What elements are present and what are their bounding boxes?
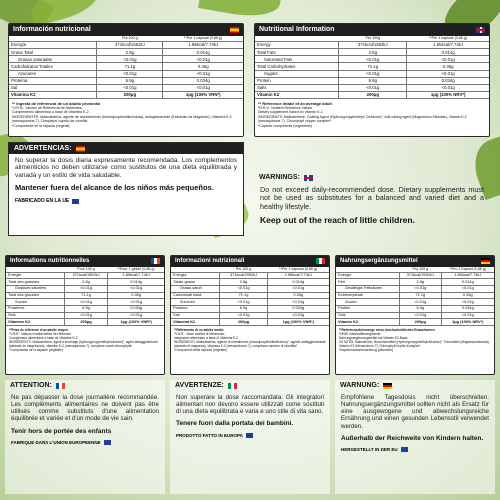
nutrition-panel-en xyxy=(254,23,490,137)
nutrient-name: Vitamina K2 xyxy=(171,319,220,326)
nutrient-value: <0.01g xyxy=(407,70,489,77)
column-header: **Por 1 cápsula (0,86 g) xyxy=(163,36,243,42)
nutrient-value: 6.9g xyxy=(97,77,163,84)
nutrient-value: <0.01g xyxy=(220,286,267,293)
nutrient-name: Grasas saturadas xyxy=(9,56,97,63)
panel-notes xyxy=(336,326,494,354)
warning-emphasis: Tenere fuori dalla portata dei bambini. xyxy=(176,420,294,428)
nutrient-value: 200μg xyxy=(64,319,108,326)
nutrient-value: 0.35g xyxy=(441,292,494,299)
panel-title-text: Nutritional Information xyxy=(259,25,335,33)
nutrition-panel-es xyxy=(8,23,244,137)
nutrient-value: <0.01g xyxy=(163,56,243,63)
nutrient-value: 2.8g xyxy=(220,279,267,286)
nutrient-name: Sali xyxy=(171,312,220,319)
nutrient-name: Energía xyxy=(9,42,97,49)
nutrient-name: Total des glucides xyxy=(6,292,64,299)
warning-title-text: AVVERTENZE: xyxy=(175,382,224,389)
nutrient-value: <0.01g xyxy=(441,312,494,319)
nutrient-value: 71.1g xyxy=(339,63,407,70)
note-line: *V.R.N.: Valores de Referencia de Nutrientes. xyxy=(12,105,83,110)
nutrition-table xyxy=(336,267,494,327)
note-line: *Kapselzusammensetzung (pflanzlich) xyxy=(339,348,394,353)
nutrient-value: <0.01g xyxy=(108,286,164,293)
origin-text: FABRIQUE DANS L'UNION EUROPEENNE xyxy=(11,439,101,445)
nutrient-value: 71.1g xyxy=(64,292,108,299)
warning-text: Non superare la dose raccomandata. Gli integratori alimentari non devono essere utilizzati come sostituti di una dieta equilibrata e varia e uno stile di vita sano. xyxy=(176,394,324,416)
italy-flag-icon xyxy=(228,383,237,389)
nutrient-value: <0.01g xyxy=(407,56,489,63)
nutrient-name: Totale grassi xyxy=(171,279,220,286)
nutrient-name: Grassi saturi xyxy=(171,286,220,293)
note-line: INGREDIENTES: Maltodextrina, agente de recubrimiento (hidroxipropilmetilcelulosa), antiaglomerante (Estearato de Magnesio), Vitamina K-2 (menaquinona-7), Complejos cúprico de clorofila xyxy=(12,114,232,124)
nutrient-value: <0.01g xyxy=(64,312,108,319)
warning-box-it xyxy=(170,380,330,494)
nutrient-name: Kohlenhydrate xyxy=(336,292,399,299)
column-header: Pro 100 g xyxy=(399,267,441,273)
nutrient-value: 371kcal/1552kJ xyxy=(339,42,407,49)
note-line: INGRÉDIENTS: Maltodextrine, agent d'enrobage (hydroxypropylméthylcellulose)*, agent antiagglomérant (stéarate de magnésium), vitamine K-2 (ménaquinone-7), complexe cuivre-chlorophylle xyxy=(9,339,158,349)
column-header: Por 100 g xyxy=(97,36,163,42)
nutrition-table xyxy=(171,267,329,327)
warning-title-text: WARNINGS: xyxy=(259,174,300,181)
nutrient-value: <0.01g xyxy=(97,56,163,63)
nutrient-value: 71.1g xyxy=(220,292,267,299)
warning-emphasis: Außerhalb der Reichweite von Kindern halten. xyxy=(341,434,484,442)
nutrient-value: 1μg (100% VNR*) xyxy=(267,319,329,326)
leaf-decoration xyxy=(198,0,282,22)
nutrient-value: 200μg xyxy=(339,92,407,99)
warning-box-de xyxy=(335,380,495,494)
note-line: Nahrungsergänzungsmittel auf Vitamin K2-Basis xyxy=(339,335,408,340)
nutrient-value: <0.01g xyxy=(267,299,329,306)
france-flag-icon xyxy=(56,383,65,389)
nutrient-value: <0.01g xyxy=(163,70,243,77)
nutrient-value: 1.85kcal/7.74kJ xyxy=(267,272,329,279)
note-line: Dietary supplement based on Vitamin K-2. xyxy=(258,110,324,115)
note-line: *Composants de la capsule (végétale) xyxy=(9,348,63,353)
nutrient-value: 1μg (100% VNR*) xyxy=(108,319,164,326)
nutrient-value: 200μg xyxy=(97,92,163,99)
column-header: **Pro 1 Kapsel (0,86 g) xyxy=(441,267,494,273)
nutrition-table xyxy=(255,36,489,99)
nutrient-value: <0.01g xyxy=(267,286,329,293)
column-header: Per 100g xyxy=(339,36,407,42)
nutrient-value: <0.01g xyxy=(64,299,108,306)
note-line: *V.N.R.: Valeurs nutritionnelles de référence. xyxy=(9,331,72,336)
note-line: Complément alimentaire à base de Vitamine K-2. xyxy=(9,335,79,340)
warning-title xyxy=(254,172,490,183)
note-line: INGREDIENTI: Maltodestrina, agente di rivestimento (idrossipropilmetilcellulosa)*, agente antiagglomerante (stearato di magnesio), Vitamina K-2 (menachinone-7), complesso rameico di clorofilla* xyxy=(174,339,326,349)
panel-notes xyxy=(9,99,243,130)
note-line: *Capsule components (vegetarian) xyxy=(258,124,312,129)
nutrient-value: 371kcal/1552kJ xyxy=(399,272,441,279)
panel-title xyxy=(336,256,494,267)
nutrient-value: 200μg xyxy=(220,319,267,326)
warning-emphasis: Tenir hors de portée des enfants xyxy=(11,427,112,435)
nutrient-name: Proteine xyxy=(171,306,220,313)
warning-title xyxy=(335,380,495,391)
nutrient-value: 2.8g xyxy=(399,279,441,286)
warning-box-fr xyxy=(5,380,165,494)
nutrient-name: Vitamine K2 xyxy=(6,319,64,326)
nutrient-value: 0.35g xyxy=(267,292,329,299)
nutrient-name: Graisses saturées xyxy=(6,286,64,293)
nutrient-name: Saturated Fats xyxy=(255,56,339,63)
note-line: *NRW: Nährstoffbezugswerte. xyxy=(339,331,382,336)
nutrient-name: Proteína xyxy=(9,77,97,84)
nutrient-name: Zuccheri xyxy=(171,299,220,306)
column-header: Pour 100 g xyxy=(64,267,108,273)
warning-title-text: WARNUNG: xyxy=(340,382,380,389)
panel-title xyxy=(9,24,243,36)
nutrient-value: 0.014g xyxy=(108,279,164,286)
nutrient-name: Energia xyxy=(171,272,220,279)
eu-flag-icon xyxy=(72,199,79,204)
spain-flag-icon xyxy=(230,27,239,33)
nutrient-value: <0.01g xyxy=(339,56,407,63)
nutrient-name: Grasa Total xyxy=(9,49,97,56)
panel-title xyxy=(6,256,164,267)
nutrient-value: 0.014g xyxy=(163,49,243,56)
nutrient-value: <0.01g xyxy=(407,84,489,91)
nutrient-value: <0.01g xyxy=(64,286,108,293)
nutrient-name: Total Carbohydrates xyxy=(255,63,339,70)
nutrient-value: 0.034g xyxy=(108,306,164,313)
nutrient-value: 0.014g xyxy=(267,279,329,286)
nutrient-value: <0.01g xyxy=(399,299,441,306)
nutrient-value: 0.35g xyxy=(108,292,164,299)
nutrient-value: <0.01g xyxy=(399,286,441,293)
nutrient-value: 371kcal/1552kJ xyxy=(220,272,267,279)
nutrient-value: 0.034g xyxy=(407,77,489,84)
nutrient-name: Energy xyxy=(255,42,339,49)
spain-flag-icon xyxy=(76,146,85,152)
nutrient-value: 0.35g xyxy=(407,63,489,70)
warning-title-text: ADVERTENCIAS: xyxy=(14,145,72,152)
nutrient-value: <0.01g xyxy=(220,299,267,306)
france-flag-icon xyxy=(151,258,160,264)
nutrient-value: <0.01g xyxy=(220,312,267,319)
origin-text: FABRICADO EN LA UE xyxy=(15,198,70,205)
warning-title xyxy=(170,380,330,391)
panel-title-text: Informations nutritionnelles xyxy=(10,257,90,264)
nutrition-panel-de xyxy=(335,255,495,375)
germany-flag-icon xyxy=(383,383,392,389)
nutrient-value: 0.014g xyxy=(407,49,489,56)
nutrient-name: Protein xyxy=(255,77,339,84)
nutrient-value: 6.9g xyxy=(339,77,407,84)
warning-title-text: ATTENTION: xyxy=(10,382,52,389)
footnote: ** Reference intake of an average adult xyxy=(258,100,332,106)
nutrient-value: 1μg (100% VRN*) xyxy=(163,92,243,99)
nutrient-value: <0.01g xyxy=(267,312,329,319)
panel-title-text: Informazioni nutrizionali xyxy=(175,257,245,264)
nutrient-name: Total des graisses xyxy=(6,279,64,286)
nutrient-value: 0.35g xyxy=(163,63,243,70)
nutrition-panel-it xyxy=(170,255,330,375)
nutrient-name: Zucker xyxy=(336,299,399,306)
nutrient-name: Energie xyxy=(336,272,399,279)
nutrient-name: Vitamin K2 xyxy=(336,319,399,326)
nutrition-panel-fr xyxy=(5,255,165,375)
nutrient-value: <0.01g xyxy=(441,299,494,306)
note-line: ZUTATEN: Maltodextrin, Beschichtmittel (Hydroxypropylmethylcellulose)*, Trennmittel (Magnesiumstearat), Vitamin K2 (Menachinon-7), Chlorophyll-Kupfer-Komplex* xyxy=(339,339,490,349)
note-line: Integratore alimentare a base di Vitamina K-2. xyxy=(174,335,239,340)
nutrient-name: Salts xyxy=(255,84,339,91)
nutrient-value: 6.9g xyxy=(220,306,267,313)
nutrient-name: Azucares xyxy=(9,70,97,77)
uk-flag-icon xyxy=(476,27,485,33)
origin-line xyxy=(5,437,165,448)
nutrient-name: Protein xyxy=(336,306,399,313)
uk-flag-icon xyxy=(304,175,313,181)
note-line: INGREDIENTS: Maltodextrine, Coating Agent (Hydroxypropylmethyl/ Cellulose)*, Anti-caking agent (Magnesium Stearate), Vitamin K-2 (menaquinone-7), Chlorophyll copper complex* xyxy=(258,114,467,124)
nutrient-value: <0.01g xyxy=(163,84,243,91)
nutrient-value: 71.1g xyxy=(399,292,441,299)
nutrient-value: 0.014g xyxy=(441,279,494,286)
nutrient-value: 1μg (100% NRV*) xyxy=(407,92,489,99)
warning-emphasis: Mantener fuera del alcance de los niños más pequeños. xyxy=(15,183,214,193)
origin-line xyxy=(170,430,330,441)
note-line: *Componenti della capsula (vegetale) xyxy=(174,348,227,353)
panel-notes xyxy=(255,99,489,130)
nutrient-value: <0.01g xyxy=(441,286,494,293)
column-header: **Per 1 capsula (0,86 g) xyxy=(267,267,329,273)
germany-flag-icon xyxy=(481,258,490,264)
eu-flag-icon xyxy=(401,447,408,452)
warning-box-es xyxy=(8,142,244,236)
warning-text: No superar la dosis diaria expresamente recomendada. Los complementos alimenticios no deben utilizarse como sustitutos de una dieta equilibrada y variada y un estilo de vida saludable. xyxy=(15,157,237,179)
nutrient-value: 1.85kcal/7.74kJ xyxy=(407,42,489,49)
nutrient-value: 1.85kcal/7.74kJ xyxy=(441,272,494,279)
nutrient-value: <0.01g xyxy=(97,70,163,77)
nutrient-value: <0.01g xyxy=(97,84,163,91)
panel-title-text: Información nutricional xyxy=(13,25,91,33)
nutrition-table xyxy=(9,36,243,99)
nutrient-value: <0.01g xyxy=(339,84,407,91)
warning-text: Do not exceed daily-recommended dose. Dietary supplements must not be used as substitutes for a balanced and varied diet and a healthy lifestyle. xyxy=(260,185,484,211)
panel-title xyxy=(255,24,489,36)
footnote: **Prise de référence d'un adulte moyen xyxy=(9,327,69,332)
nutrient-value: 0.034g xyxy=(163,77,243,84)
panel-notes xyxy=(171,326,329,354)
nutrient-name: Vitamin K2 xyxy=(255,92,339,99)
origin-text: PRODOTTO FATTO IN EUROPA xyxy=(176,432,243,438)
nutrient-value: 6.9g xyxy=(64,306,108,313)
nutrient-value: 371kcal/1552kJ xyxy=(97,42,163,49)
nutrient-name: Salz xyxy=(336,312,399,319)
note-line: *Componente de la cápsula (vegetal) xyxy=(12,124,70,129)
warning-box-en xyxy=(254,172,490,252)
panel-notes xyxy=(6,326,164,354)
nutrient-value: 0.034g xyxy=(441,306,494,313)
nutrient-value: <0.01g xyxy=(108,312,164,319)
nutrient-value: 2.8g xyxy=(97,49,163,56)
note-line: Complemento alimenticio a base de Vitamina K-2. xyxy=(12,110,90,115)
warning-title xyxy=(9,143,243,154)
nutrient-value: 71.1g xyxy=(97,63,163,70)
nutrient-value: <0.01g xyxy=(108,299,164,306)
nutrient-value: 6.9g xyxy=(399,306,441,313)
nutrient-value: <0.01g xyxy=(399,312,441,319)
warning-emphasis: Keep out of the reach of little children. xyxy=(260,214,415,225)
origin-line xyxy=(9,195,243,207)
nutrient-value: 371kcal/1552kJ xyxy=(64,272,108,279)
footnote: **Referenzzufuhrmenge eines durchschnittlichen Erwachsenen xyxy=(339,327,435,332)
column-header: **Pour 1 gélule (0,86 g) xyxy=(108,267,164,273)
footnote: **Riferimento di un adulto medio xyxy=(174,327,224,332)
column-header: Per 100 g xyxy=(220,267,267,273)
nutrient-name: Sucres xyxy=(6,299,64,306)
nutrient-name: Carbohidratos Totales xyxy=(9,63,97,70)
note-line: *V.N.R.: Valori nutritivi di riferimento. xyxy=(174,331,226,336)
note-line: *N.R.V.: Nutrient Reference Values xyxy=(258,105,313,110)
panel-title xyxy=(171,256,329,267)
nutrient-name: Fett xyxy=(336,279,399,286)
nutrient-name: Énergie xyxy=(6,272,64,279)
nutrient-name: Total Fats xyxy=(255,49,339,56)
nutrient-name: Sal xyxy=(9,84,97,91)
nutrient-name: Vitamina K2 xyxy=(9,92,97,99)
warning-title xyxy=(5,380,165,391)
italy-flag-icon xyxy=(316,258,325,264)
footnote: ** Ingesta de referencia de un adulto promedio xyxy=(12,100,101,106)
nutrient-value: 0.034g xyxy=(267,306,329,313)
eu-flag-icon xyxy=(104,440,111,445)
nutrient-name: Sugars xyxy=(255,70,339,77)
nutrient-value: 2.8g xyxy=(64,279,108,286)
origin-line xyxy=(335,444,495,455)
nutrient-value: 1.85kcal/7.74kJ xyxy=(108,272,164,279)
origin-text: HERGESTELLT IN DER EU xyxy=(341,447,398,453)
nutrient-value: 200μg xyxy=(399,319,441,326)
nutrient-name: Protéines xyxy=(6,306,64,313)
nutrient-value: <0.01g xyxy=(339,70,407,77)
nutrition-table xyxy=(6,267,164,327)
nutrient-value: 2.8g xyxy=(339,49,407,56)
nutrient-name: Sels xyxy=(6,312,64,319)
nutrient-value: 1.85kcal/7.74kJ xyxy=(163,42,243,49)
warning-text: Ne pas dépasser la dose journalière recommandée. Les compléments alimentaires ne doivent pas être utilisés comme substituts d'une alimentation équilibrée et variée et d'un mode de vie sain. xyxy=(11,394,159,423)
panel-title-text: Nahrungsergänzungsmittel xyxy=(340,257,418,264)
column-header: **Per 1 capsule (0.86 g) xyxy=(407,36,489,42)
warning-text: Empfohlene Tagesdosis nicht überschreiten. Nahrungsergänzungsmittel sollten nicht als Ersatz für eine ausgewogene und abwechslungsreiche Ernährung und einen gesunden Lebensstil verwendet werden. xyxy=(341,394,489,430)
nutrient-value: 1μg (100% NRV*) xyxy=(441,319,494,326)
eu-flag-icon xyxy=(246,433,253,438)
nutrient-name: Gesättigte Fettsäuren xyxy=(336,286,399,293)
nutrient-name: Carboidrati totali xyxy=(171,292,220,299)
